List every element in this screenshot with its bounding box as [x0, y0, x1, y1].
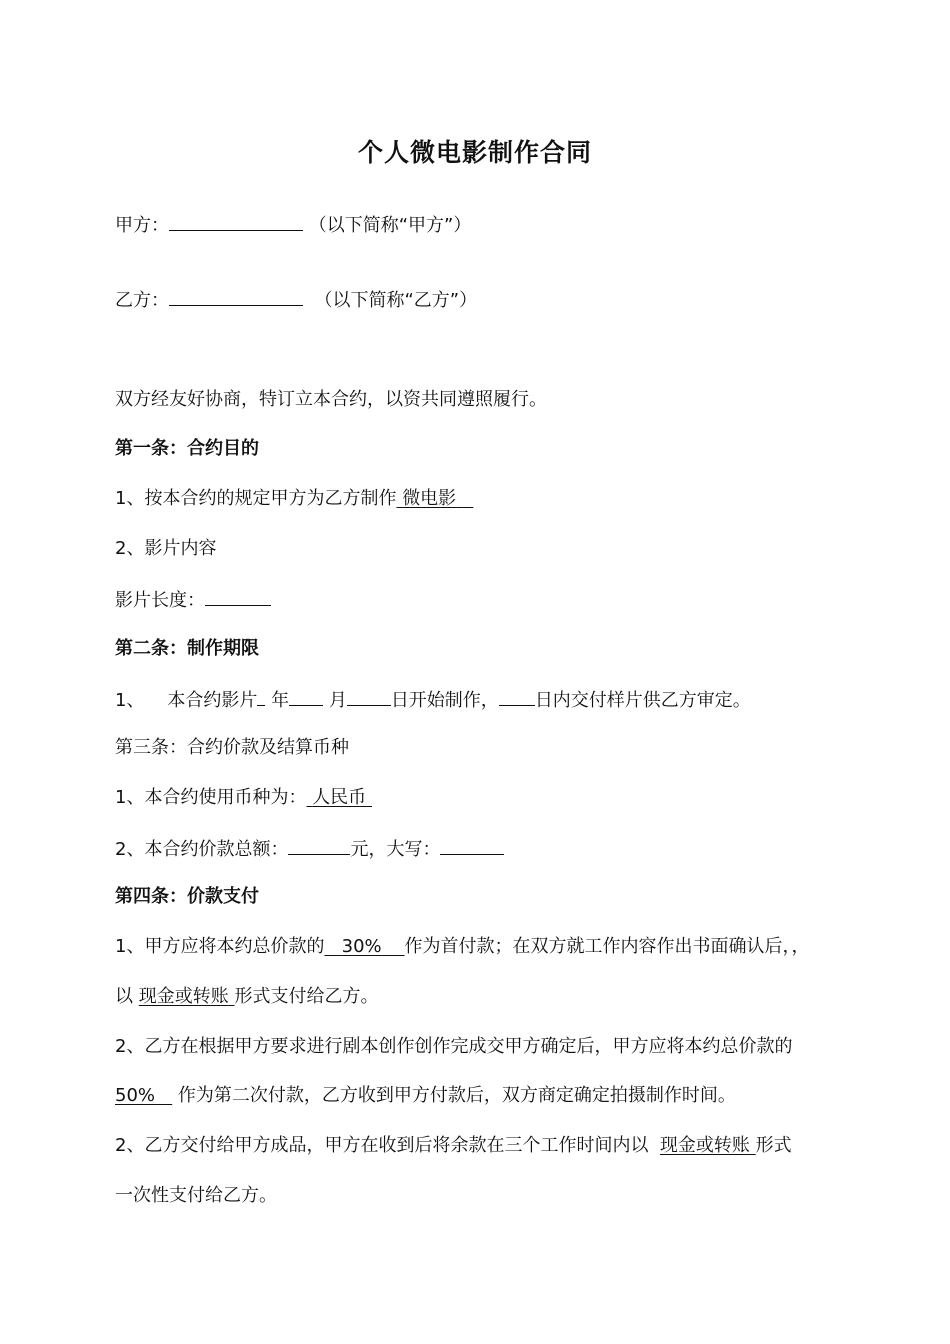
article1-item1-text: 1、按本合约的规定甲方为乙方制作: [115, 488, 397, 509]
second-payment-percent: 50%: [115, 1085, 156, 1106]
article2-heading: 第二条：制作期限: [115, 638, 259, 659]
article3-item2-unit: 元，大写：: [350, 839, 441, 860]
article3-item1: [115, 786, 372, 810]
article4-heading: 第四条：价款支付: [115, 886, 259, 907]
film-length-blank[interactable]: [205, 587, 271, 606]
start-month-blank[interactable]: [289, 687, 323, 706]
article2-year: 年: [271, 690, 290, 711]
party-b-label: 乙方：: [115, 290, 169, 311]
first-payment-method: 现金或转账: [138, 986, 229, 1007]
article1-heading: 第一条：合约目的: [115, 438, 259, 459]
intro-paragraph: 双方经友好协商，特订立本合约，以资共同遵照履行。: [115, 389, 547, 410]
article3-item2: [115, 836, 504, 862]
article4-p3-line1: [115, 1134, 792, 1158]
article4-p1-a: 1、甲方应将本约总价款的: [115, 936, 325, 957]
delivery-days-blank[interactable]: [499, 687, 535, 706]
party-b-blank[interactable]: [169, 287, 303, 306]
final-payment-method: 现金或转账: [659, 1135, 750, 1156]
party-a-blank[interactable]: [169, 212, 303, 231]
start-day-blank[interactable]: [347, 687, 391, 706]
article2-t1: 本合约影片: [167, 690, 258, 711]
article4-p1-b: 作为首付款；在双方就工作内容作出书面确认后，，: [404, 936, 810, 957]
total-amount-blank[interactable]: [288, 836, 350, 855]
article3-heading: 第三条：合约价款及结算币种: [115, 737, 349, 758]
article4-p1-line2: [115, 985, 378, 1009]
party-a-line: [115, 212, 471, 238]
currency-value: 人民币: [312, 787, 367, 808]
article4-p1-c: 以: [115, 986, 133, 1007]
party-a-label: 甲方：: [115, 215, 169, 236]
document-title: 个人微电影制作合同: [357, 138, 592, 167]
article2-item1: [115, 687, 751, 713]
article4-p2-line1: 2、乙方在根据甲方要求进行剧本创作创作完成交甲方确定后，甲方应将本约总价款的: [115, 1036, 793, 1057]
article4-p3-a: 2、乙方交付给甲方成品，甲方在收到后将余款在三个工作时间内以: [115, 1135, 649, 1156]
article2-delivery: 日内交付样片供乙方审定。: [534, 690, 751, 711]
first-payment-percent: 30%: [341, 936, 382, 957]
article3-item1-text: 1、本合约使用币种为：: [115, 787, 307, 808]
article2-month: 月: [328, 690, 347, 711]
film-length-label: 影片长度：: [115, 590, 205, 611]
film-type-value: 微电影: [402, 488, 457, 509]
article4-p1-line1: [115, 935, 810, 959]
party-a-note: （以下简称“甲方”）: [308, 215, 472, 236]
start-year-blank[interactable]: [257, 687, 265, 706]
article2-num: 1、: [115, 690, 145, 711]
article4-p3-b: 形式: [755, 1135, 792, 1156]
party-b-note: （以下简称“乙方”）: [314, 290, 478, 311]
article4-p1-d: 形式支付给乙方。: [234, 986, 379, 1007]
article2-day: 日开始制作，: [390, 690, 499, 711]
party-b-line: [115, 287, 477, 313]
article4-p3-line2: 一次性支付给乙方。: [115, 1185, 277, 1206]
amount-in-words-blank[interactable]: [440, 836, 504, 855]
article4-p2-b: 作为第二次付款，乙方收到甲方付款后，双方商定确定拍摄制作时间。: [177, 1085, 736, 1106]
article3-item2-text: 2、本合约价款总额：: [115, 839, 289, 860]
article4-p2-line2: [115, 1084, 736, 1108]
film-length-line: [115, 587, 271, 613]
article1-item1: [115, 487, 473, 511]
article1-item2: 2、影片内容: [115, 538, 217, 559]
